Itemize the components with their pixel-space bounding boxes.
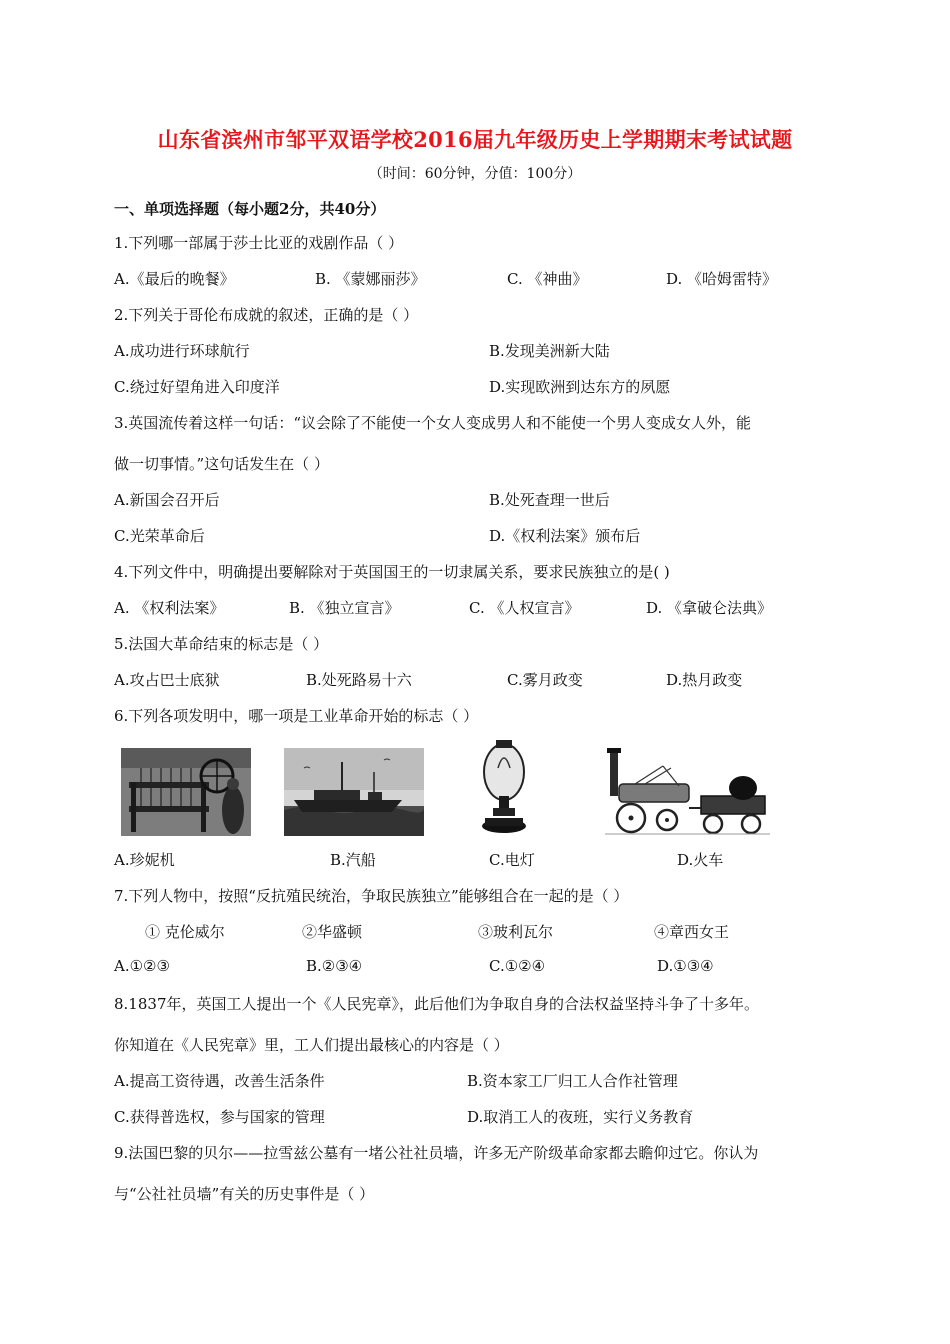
exam-subtitle: （时间：60分钟，分值：100分） [368, 166, 582, 182]
locomotive-image [605, 746, 770, 838]
question-3-option-c: C.光荣革命后 [114, 527, 205, 545]
question-2-option-c: C.绕过好望角进入印度洋 [114, 378, 280, 396]
steamship-image [284, 748, 424, 836]
question-4-stem: 4.下列文件中，明确提出要解除对于英国国王的一切隶属关系，要求民族独立的是( ) [114, 563, 670, 581]
question-1-option-c: C. 《神曲》 [507, 270, 588, 288]
question-8-option-b: B.资本家工厂归工人合作社管理 [467, 1072, 678, 1090]
question-3-option-d: D.《权利法案》颁布后 [489, 527, 641, 545]
question-4-option-a: A. 《权利法案》 [114, 599, 225, 617]
question-7-person-1: ① 克伦威尔 [145, 923, 225, 941]
question-6-stem: 6.下列各项发明中，哪一项是工业革命开始的标志（ ） [114, 707, 479, 725]
question-3-option-a: A.新国会召开后 [114, 491, 220, 509]
question-3-option-b: B.处死查理一世后 [489, 491, 610, 509]
question-9-stem-line2: 与“公社社员墙”有关的历史事件是（ ） [114, 1185, 375, 1203]
question-7-option-c: C.①②④ [489, 957, 546, 975]
question-5-option-a: A.攻占巴士底狱 [114, 671, 220, 689]
electric-lamp-image [469, 738, 539, 836]
section-heading: 一、单项选择题（每小题2分，共40分） [114, 200, 386, 218]
question-7-option-a: A.①②③ [114, 957, 170, 975]
question-8-option-a: A.提高工资待遇，改善生活条件 [114, 1072, 325, 1090]
question-6-option-b: B.汽船 [330, 851, 376, 869]
question-8-stem-line1: 8.1837年，英国工人提出一个《人民宪章》，此后他们为争取自身的合法权益坚持斗争了十多年。 [114, 995, 759, 1013]
question-8-option-d: D.取消工人的夜班，实行义务教育 [467, 1108, 694, 1126]
question-6-option-d: D.火车 [677, 851, 724, 869]
question-7-person-4: ④章西女王 [654, 923, 730, 941]
question-4-option-d: D. 《拿破仑法典》 [646, 599, 773, 617]
question-2-stem: 2.下列关于哥伦布成就的叙述，正确的是（ ） [114, 306, 419, 324]
question-8-stem-line2: 你知道在《人民宪章》里，工人们提出最核心的内容是（ ） [114, 1036, 509, 1054]
question-7-person-3: ③玻利瓦尔 [478, 923, 554, 941]
question-1-option-d: D. 《哈姆雷特》 [666, 270, 778, 288]
question-5-option-c: C.雾月政变 [507, 671, 583, 689]
question-8-option-c: C.获得普选权，参与国家的管理 [114, 1108, 325, 1126]
question-3-stem-line2: 做一切事情。”这句话发生在（ ） [114, 455, 329, 473]
question-7-option-d: D.①③④ [657, 957, 714, 975]
question-1-option-a: A.《最后的晚餐》 [114, 270, 235, 288]
spinning-jenny-image [121, 748, 251, 836]
question-6-option-a: A.珍妮机 [114, 851, 175, 869]
question-1-stem: 1.下列哪一部属于莎士比亚的戏剧作品（ ） [114, 234, 404, 252]
question-1-option-b: B. 《蒙娜丽莎》 [315, 270, 426, 288]
question-5-option-d: D.热月政变 [666, 671, 743, 689]
question-5-stem: 5.法国大革命结束的标志是（ ） [114, 635, 329, 653]
question-4-option-c: C. 《人权宣言》 [469, 599, 580, 617]
question-2-option-a: A.成功进行环球航行 [114, 342, 250, 360]
question-9-stem-line1: 9.法国巴黎的贝尔——拉雪兹公墓有一堵公社社员墙，许多无产阶级革命家都去瞻仰过它。你认为 [114, 1144, 759, 1162]
question-7-stem: 7.下列人物中，按照“反抗殖民统治，争取民族独立”能够组合在一起的是（ ） [114, 887, 629, 905]
question-4-option-b: B. 《独立宣言》 [289, 599, 400, 617]
question-2-option-d: D.实现欧洲到达东方的夙愿 [489, 378, 671, 396]
question-6-option-c: C.电灯 [489, 851, 535, 869]
question-5-option-b: B.处死路易十六 [306, 671, 412, 689]
question-2-option-b: B.发现美洲新大陆 [489, 342, 610, 360]
question-7-person-2: ②华盛顿 [302, 923, 363, 941]
question-7-option-b: B.②③④ [306, 957, 363, 975]
question-3-stem-line1: 3.英国流传着这样一句话：“议会除了不能使一个女人变成男人和不能使一个男人变成女人外，能 [114, 414, 751, 432]
exam-title: 山东省滨州市邹平双语学校2016届九年级历史上学期期末考试试题 [157, 127, 793, 152]
